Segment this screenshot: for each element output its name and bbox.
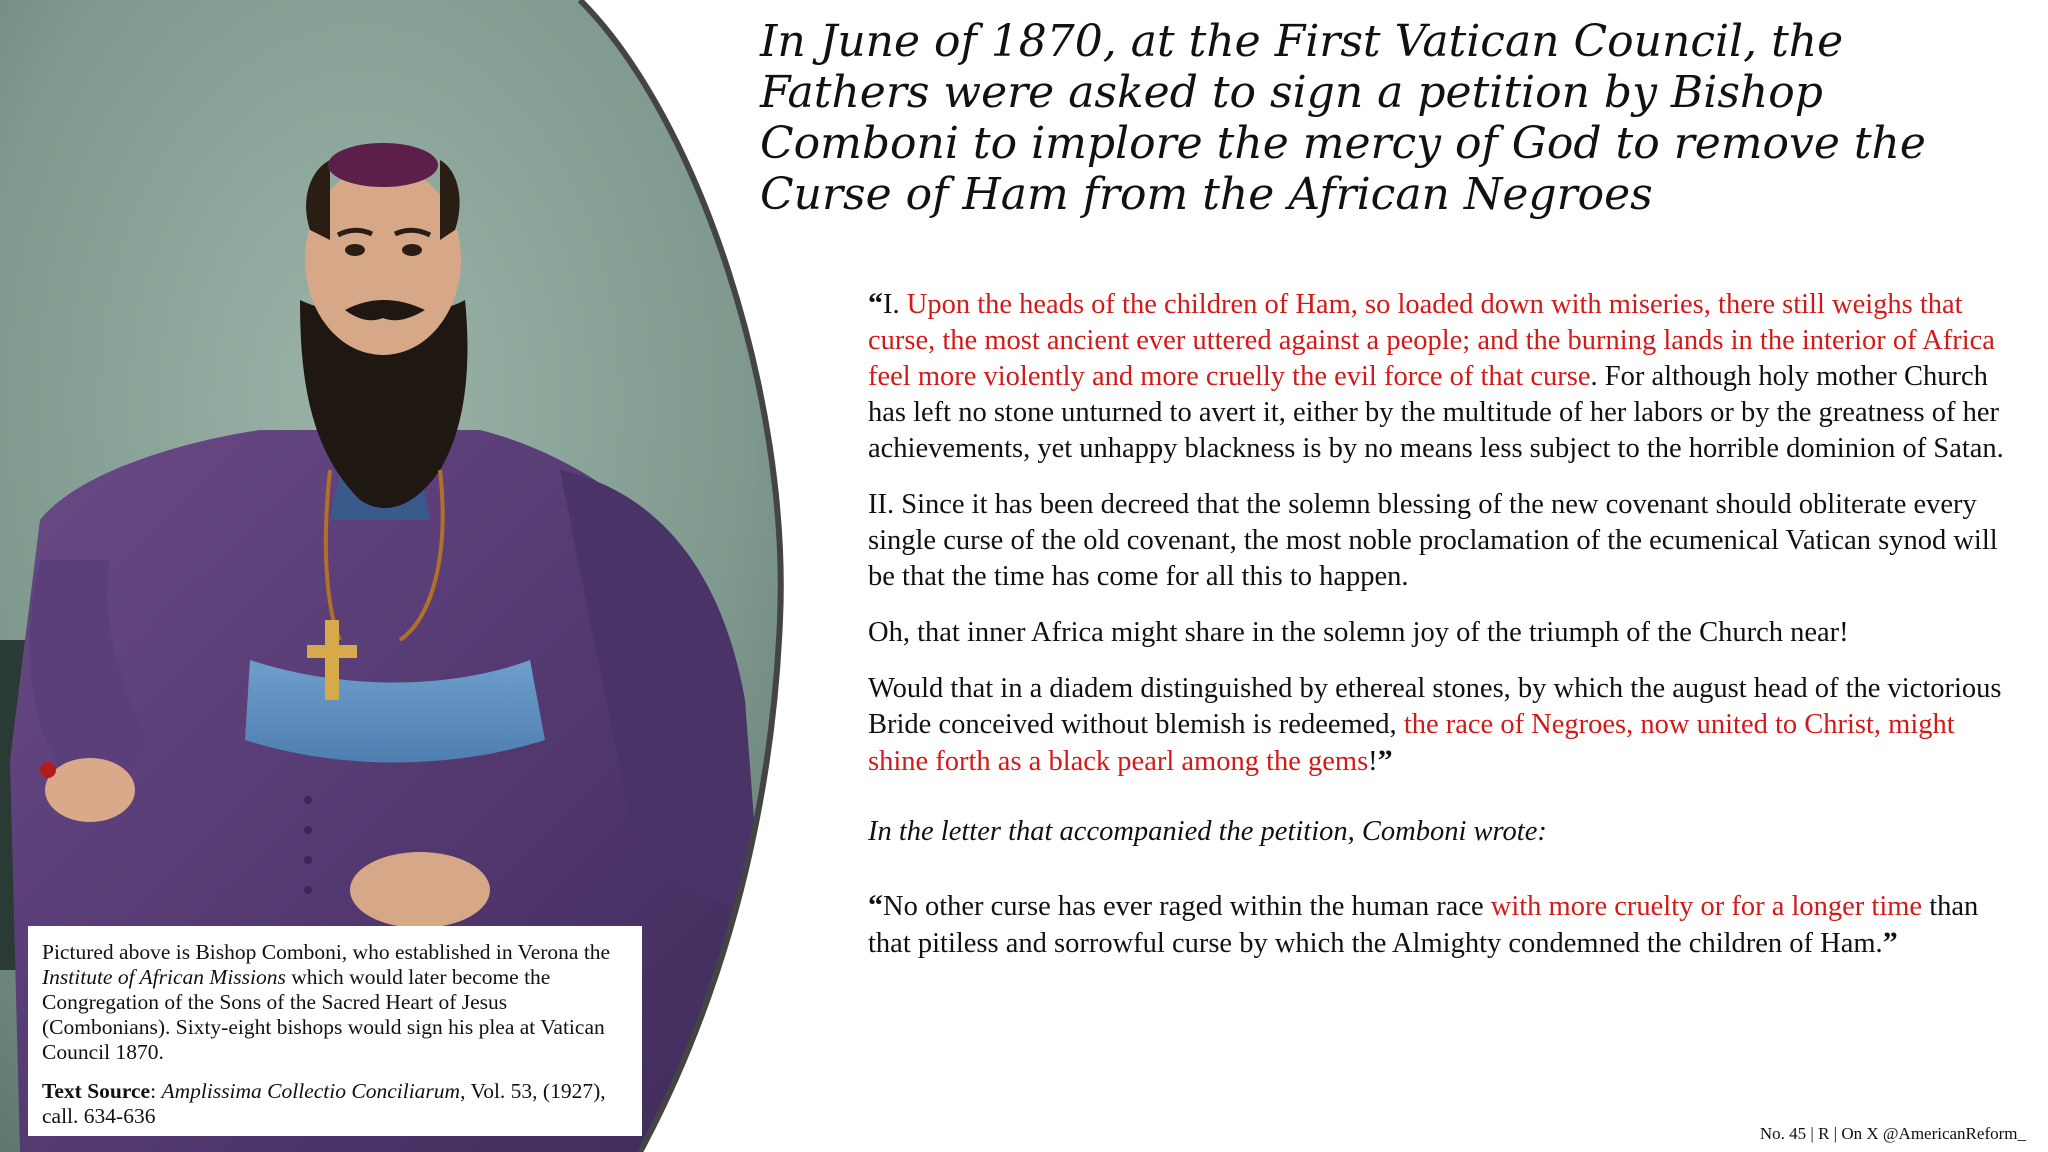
petition-paragraph-4 bbox=[868, 671, 2018, 780]
caption-text-1: Pictured above is Bishop Comboni, who established in Verona the bbox=[42, 940, 611, 964]
caption-text-2: which would later become the Congregation of the Sons of the Sacred Heart of Jesus (Combonians). Sixty-eight bishops would sign his plea at Vatican Council 1870. bbox=[42, 965, 605, 1064]
letter-open-quote-mark: “ bbox=[868, 889, 883, 922]
letter-intro: In the letter that accompanied the petition, Comboni wrote: bbox=[868, 816, 1547, 847]
petition-text bbox=[868, 286, 2018, 982]
portrait-caption-box bbox=[28, 926, 642, 1136]
text-source-citation bbox=[42, 1079, 628, 1129]
headline: In June of 1870, at the First Vatican Council, the Fathers were asked to sign a petition by Bishop Comboni to implore the mercy of God to remove the Curse of Ham from the African Negroes bbox=[760, 16, 1926, 220]
text-source-title: Amplissima Collectio Conciliarum bbox=[161, 1079, 461, 1103]
letter-text-1: No other curse has ever raged within the human race bbox=[883, 891, 1491, 922]
paragraph-4-highlight: the race of Negroes, now united to Christ, might shine forth as a black pearl among the gems bbox=[868, 709, 1955, 777]
paragraph-1-text: . For although holy mother Church has left no stone unturned to avert it, either by the multitude of her labors or by the greatness of her achievements, yet unhappy blackness is by no means less subject to the horrible dominion of Satan. bbox=[868, 361, 2004, 464]
letter-quote bbox=[868, 888, 2018, 962]
paragraph-1-highlight: Upon the heads of the children of Ham, so loaded down with miseries, there still weighs that curse, the most ancient ever uttered against a people; and the burning lands in the interior of Africa feel more violently and more cruelly the evil force of that curse bbox=[868, 289, 1995, 392]
petition-paragraph-1 bbox=[868, 286, 2018, 467]
petition-paragraph-2: II. Since it has been decreed that the solemn blessing of the new covenant should obliterate every single curse of the old covenant, the most noble proclamation of the ecumenical Vatican synod will be that the time has come for all this to happen. bbox=[868, 489, 1998, 592]
paragraph-4-text: Would that in a diadem distinguished by ethereal stones, by which the august head of the victorious Bride conceived without blemish is redeemed, bbox=[868, 673, 2002, 740]
close-quote-mark: ” bbox=[1377, 744, 1393, 777]
paragraph-1-numeral: I. bbox=[883, 289, 907, 320]
open-quote-mark: “ bbox=[868, 287, 883, 320]
paragraph-4-end: ! bbox=[1368, 746, 1378, 777]
footer-reference: No. 45 | R | On X @AmericanReform_ bbox=[1759, 1124, 2026, 1143]
letter-close-quote-mark: ” bbox=[1882, 926, 1898, 959]
text-source-details: , Vol. 53, (1927), call. 634-636 bbox=[42, 1079, 606, 1128]
portrait-panel bbox=[0, 0, 800, 1152]
text-source-label: Text Source bbox=[42, 1079, 151, 1103]
petition-paragraph-3: Oh, that inner Africa might share in the solemn joy of the triumph of the Church near! bbox=[868, 617, 1849, 648]
letter-text-2: than that pitiless and sorrowful curse by which the Almighty condemned the children of Ham. bbox=[868, 891, 1979, 959]
letter-highlight: with more cruelty or for a longer time bbox=[1490, 891, 1923, 922]
caption-institute-name: Institute of African Missions bbox=[42, 965, 286, 989]
text-source-separator: : bbox=[150, 1079, 162, 1103]
portrait-caption bbox=[42, 940, 628, 1065]
